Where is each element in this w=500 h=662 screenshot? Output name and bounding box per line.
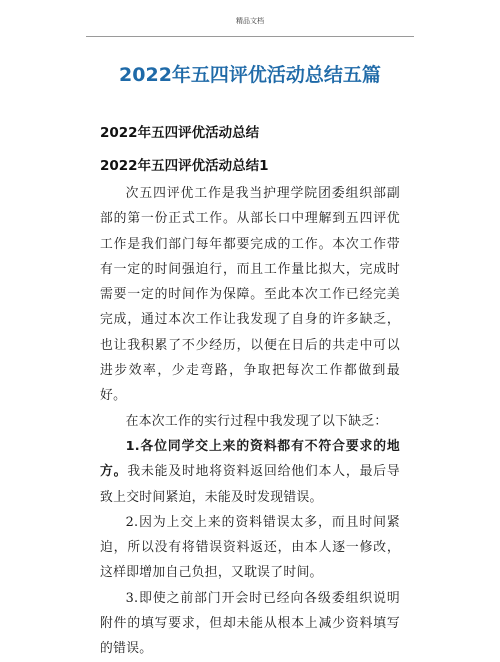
document-body: [100, 181, 400, 662]
paragraph-point-1: [100, 434, 400, 510]
section-heading: 2022年五四评优活动总结: [100, 125, 260, 141]
paragraph-shortcomings-intro: 在本次工作的实行过程中我发现了以下缺乏：: [125, 413, 388, 429]
paragraph-point-2: 2.因为上交上来的资料错误太多，而且时间紧迫，所以没有将错误资料返还，由本人逐一修改，这样即增加自己负担，又耽误了时间。: [100, 514, 400, 581]
subsection-heading: 2022年五四评优活动总结1: [100, 158, 269, 174]
header-divider: [86, 36, 414, 37]
point-1-text: 我未能及时地将资料返回给他们本人，最后导致上交时间紧迫，未能及时发现错误。: [100, 464, 400, 505]
point-1-bold-lead: 1.各位同学交上来的资料都有不符合要求的地方。: [100, 438, 400, 480]
document-title: 2022年五四评优活动总结五篇: [119, 64, 381, 86]
header-mark: 精品文档: [236, 17, 264, 25]
paragraph-intro: 次五四评优工作是我当护理学院团委组织部副部的第一份正式工作。从部长口中理解到五四评优工作是我们部门每年都要完成的工作。本次工作带有一定的时间强迫行，而且工作量比拟大，完成时需要一定的时间作为保障。至此本次工作已经完美完成，通过本次工作让我发现了自身的许多缺乏，也让我积累了不少经历，以便在日后的共走中可以进步效率，少走弯路，争取把每次工作都做到最好。: [100, 186, 400, 404]
paragraph-point-3: 3.即使之前部门开会时已经向各级委组织说明附件的填写要求，但却未能从根本上减少资料填写的错误。: [100, 590, 400, 657]
